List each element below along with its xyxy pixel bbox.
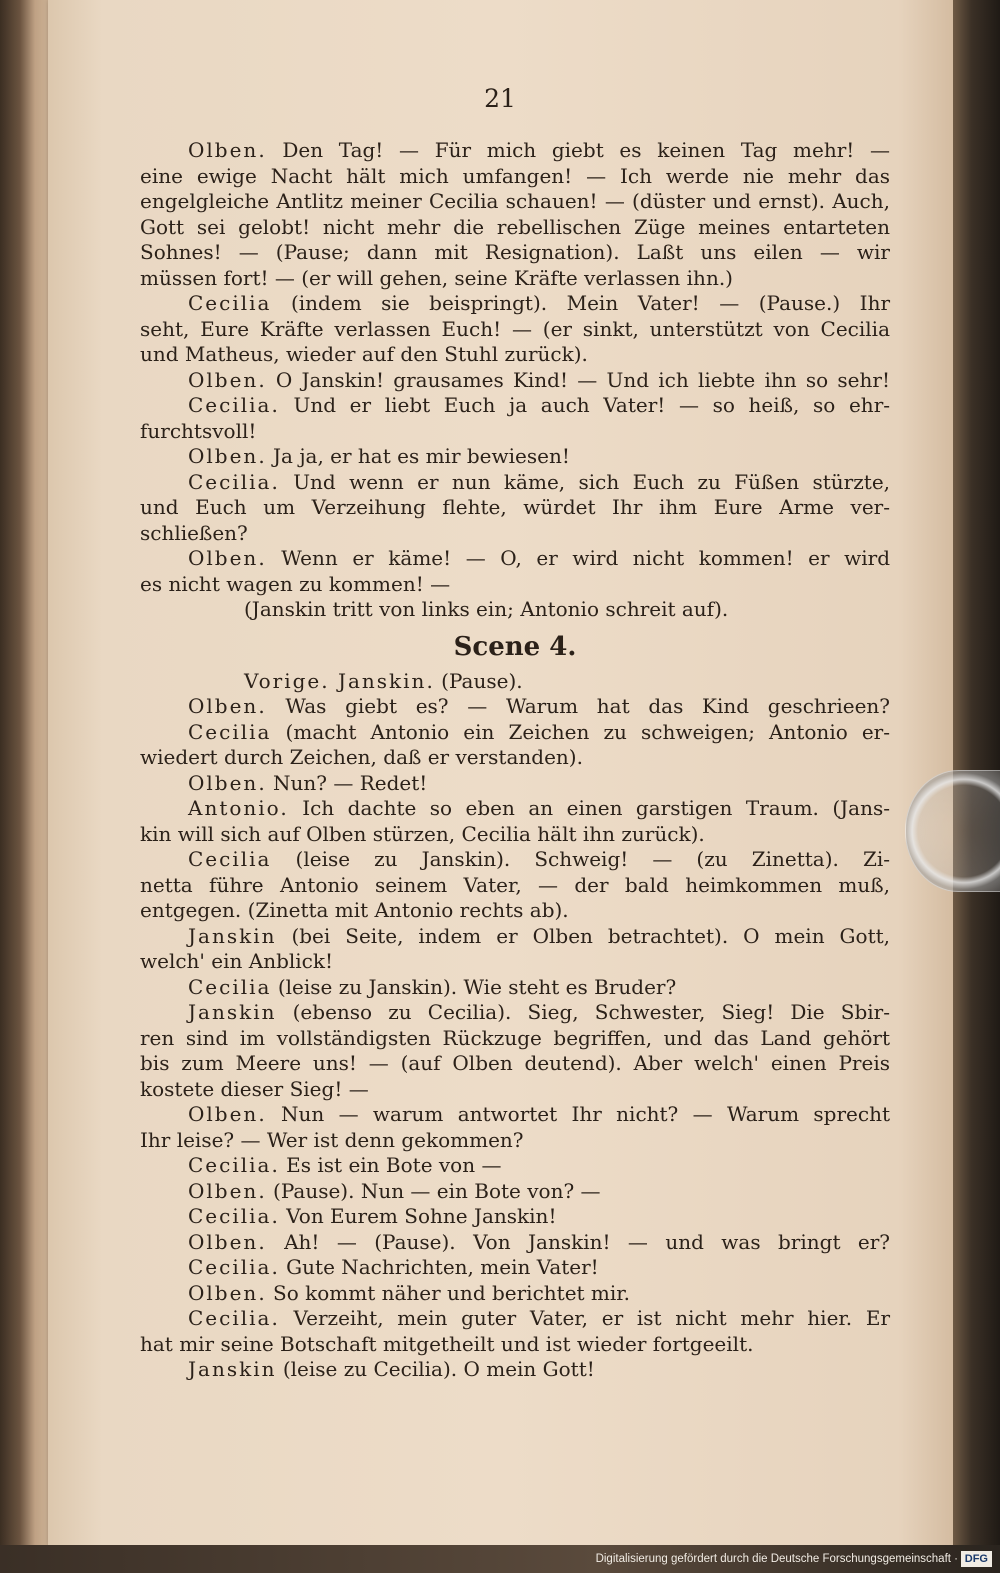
line-text: Von Eurem Sohne Janskin!: [286, 1204, 557, 1228]
line-text: Sohnes! — (Pause; dann mit Resignation). Laßt uns eilen — wir: [140, 240, 890, 264]
text-line: [140, 546, 890, 572]
speaker-name: Olben.: [188, 1178, 267, 1203]
line-text: wiedert durch Zeichen, daß er verstanden).: [140, 745, 583, 769]
text-line: [140, 1000, 890, 1026]
line-text: schließen?: [140, 520, 248, 545]
speaker-name: Cecilia: [188, 974, 272, 999]
text-line: [140, 847, 890, 873]
text-line: [140, 419, 890, 445]
text-line: [140, 924, 890, 950]
line-text: netta führe Antonio seinem Vater, — der bald heimkommen muß,: [140, 872, 890, 897]
text-line: [140, 164, 890, 190]
speaker-name: Olben.: [188, 444, 267, 468]
line-text: Ihr leise? — Wer ist denn gekommen?: [140, 1127, 524, 1152]
text-line: [140, 240, 890, 266]
text-line: [140, 822, 890, 848]
text-line: [140, 291, 890, 317]
text-line: [140, 1332, 890, 1358]
line-text: (Janskin tritt von links ein; Antonio schreit auf).: [244, 597, 729, 621]
text-line: [140, 317, 890, 343]
line-text: es nicht wagen zu kommen! —: [140, 571, 451, 596]
line-text: furchtsvoll!: [140, 418, 257, 443]
text-line: [140, 1306, 890, 1332]
line-text: Und wenn er nun käme, sich Euch zu Füßen stürzte,: [293, 469, 891, 494]
text-line: [140, 1357, 890, 1383]
line-text: (leise zu Janskin). Schweig! — (zu Zinetta). Zi-: [295, 847, 891, 871]
line-text: Was giebt es? — Warum hat das Kind geschrieen?: [285, 694, 891, 718]
text-line: [140, 771, 890, 797]
line-text: (macht Antonio ein Zeichen zu schweigen; Antonio er-: [285, 719, 890, 744]
text-line: [140, 796, 890, 822]
line-text: hat mir seine Botschaft mitgetheilt und ist wieder fortgeeilt.: [140, 1331, 754, 1356]
page-number: 21: [484, 84, 516, 113]
text-line: [140, 720, 890, 746]
speaker-name: Cecilia: [188, 291, 272, 315]
line-text: Wenn er käme! — O, er wird nicht kommen! er wird: [281, 546, 890, 570]
line-text: So kommt näher und berichtet mir.: [273, 1280, 631, 1305]
line-text: (Pause).: [441, 668, 523, 693]
line-text: Nun — warum antwortet Ihr nicht? — Warum sprecht: [281, 1102, 890, 1126]
footer-credit: Digitalisierung gefördert durch die Deutsche Forschungsgemeinschaft ·: [595, 1553, 958, 1565]
line-text: (Pause). Nun — ein Bote von? —: [273, 1178, 601, 1203]
speaker-name: Janskin: [188, 1000, 277, 1024]
line-text: seht, Eure Kräfte verlassen Euch! — (er sinkt, unterstützt von Cecilia: [140, 316, 890, 341]
line-text: Gott sei gelobt! nicht mehr die rebellischen Züge meines entarteten: [140, 214, 890, 239]
text-line: [140, 949, 890, 975]
text-line: [140, 342, 890, 368]
line-text: (leise zu Janskin). Wie steht es Bruder?: [277, 974, 677, 999]
text-line: [140, 444, 890, 470]
speaker-name: Cecilia.: [188, 393, 280, 417]
text-line: [140, 1102, 890, 1128]
line-text: (leise zu Cecilia). O mein Gott!: [282, 1357, 595, 1381]
speaker-name: Antonio.: [188, 796, 289, 820]
line-text: und Matheus, wieder auf den Stuhl zurück).: [140, 342, 588, 366]
speaker-name: Cecilia.: [188, 1306, 280, 1330]
text-line: [140, 1077, 890, 1103]
line-text: (bei Seite, indem er Olben betrachtet). O mein Gott,: [291, 923, 891, 948]
line-text: Und er liebt Euch ja auch Vater! — so heiß, so ehr-: [293, 393, 891, 417]
speaker-name: Olben.: [188, 1102, 267, 1126]
line-text: Verzeiht, mein guter Vater, er ist nicht mehr hier. Er: [293, 1306, 891, 1330]
line-text: (indem sie beispringt). Mein Vater! — (Pause.) Ihr: [290, 291, 891, 315]
line-text: kostete dieser Sieg! —: [140, 1076, 369, 1101]
line-text: Ja ja, er hat es mir bewiesen!: [273, 444, 570, 468]
line-text: ren sind im vollständigsten Rückzuge begriffen, und das Land gehört: [140, 1025, 890, 1050]
text-line: [140, 215, 890, 241]
text-line: [140, 521, 890, 547]
text-line: [140, 1026, 890, 1052]
speaker-name: Janskin: [188, 1357, 277, 1381]
line-text: O Janskin! grausames Kind! — Und ich liebte ihn so sehr!: [275, 367, 890, 392]
line-text: und Euch um Verzeihung flehte, würdet Ihr ihm Eure Arme ver-: [140, 495, 890, 519]
speaker-name: Olben.: [188, 694, 267, 718]
text-line: [140, 1281, 890, 1307]
speaker-name: Vorige. Janskin.: [244, 668, 435, 693]
line-text: entgegen. (Zinetta mit Antonio rechts ab).: [140, 898, 569, 922]
text-line: [140, 1128, 890, 1154]
speaker-name: Cecilia.: [188, 1153, 280, 1177]
speaker-name: Olben.: [188, 138, 267, 162]
line-text: engelgleiche Antlitz meiner Cecilia schauen! — (düster und ernst). Auch,: [140, 189, 890, 213]
line-text: bis zum Meere uns! — (auf Olben deutend). Aber welch' einen Preis: [140, 1051, 890, 1075]
text-line: [140, 597, 890, 623]
dfg-logo: DFG: [961, 1551, 992, 1567]
speaker-name: Olben.: [188, 367, 267, 392]
text-line: [140, 975, 890, 1001]
line-text: (ebenso zu Cecilia). Sieg, Schwester, Sieg! Die Sbir-: [292, 1000, 890, 1024]
line-text: Ah! — (Pause). Von Janskin! — und was bringt er?: [284, 1229, 890, 1254]
text-line: [140, 1051, 890, 1077]
line-text: Gute Nachrichten, mein Vater!: [286, 1255, 599, 1279]
text-line: [140, 189, 890, 215]
line-text: Den Tag! — Für mich giebt es keinen Tag mehr! —: [282, 138, 890, 162]
body-text: [140, 138, 890, 1383]
text-line: [140, 470, 890, 496]
line-text: Es ist ein Bote von —: [286, 1153, 502, 1177]
speaker-name: Cecilia.: [188, 469, 280, 494]
text-line: [140, 694, 890, 720]
text-line: [140, 1179, 890, 1205]
scene-heading: Scene 4.: [453, 631, 577, 662]
line-text: Nun? — Redet!: [273, 770, 428, 795]
line-text: welch' ein Anblick!: [140, 949, 334, 973]
text-line: [140, 138, 890, 164]
speaker-name: Cecilia: [188, 719, 272, 744]
speaker-name: Janskin: [188, 923, 277, 948]
speaker-name: Olben.: [188, 1280, 267, 1305]
text-line: [140, 669, 890, 695]
text-line: [140, 393, 890, 419]
speaker-name: Olben.: [188, 546, 267, 570]
text-line: [140, 1153, 890, 1179]
dialogue-before-scene: [140, 138, 890, 623]
line-text: Ich dachte so eben an einen garstigen Traum. (Jans-: [302, 796, 891, 820]
text-line: [140, 1204, 890, 1230]
text-line: [140, 368, 890, 394]
line-text: kin will sich auf Olben stürzen, Cecilia hält ihn zurück).: [140, 821, 705, 846]
line-text: müssen fort! — (er will gehen, seine Kräfte verlassen ihn.): [140, 265, 733, 290]
speaker-name: Olben.: [188, 770, 267, 795]
text-line: [140, 1230, 890, 1256]
text-line: [140, 745, 890, 771]
speaker-name: Cecilia.: [188, 1204, 280, 1228]
text-line: [140, 572, 890, 598]
dialogue-after-scene: [140, 669, 890, 1383]
text-line: [140, 1255, 890, 1281]
speaker-name: Olben.: [188, 1229, 267, 1254]
line-text: eine ewige Nacht hält mich umfangen! — Ich werde nie mehr das: [140, 163, 890, 188]
speaker-name: Cecilia.: [188, 1255, 280, 1279]
speaker-name: Cecilia: [188, 847, 272, 871]
text-line: [140, 898, 890, 924]
text-line: [140, 495, 890, 521]
text-line: [140, 873, 890, 899]
text-line: [140, 266, 890, 292]
